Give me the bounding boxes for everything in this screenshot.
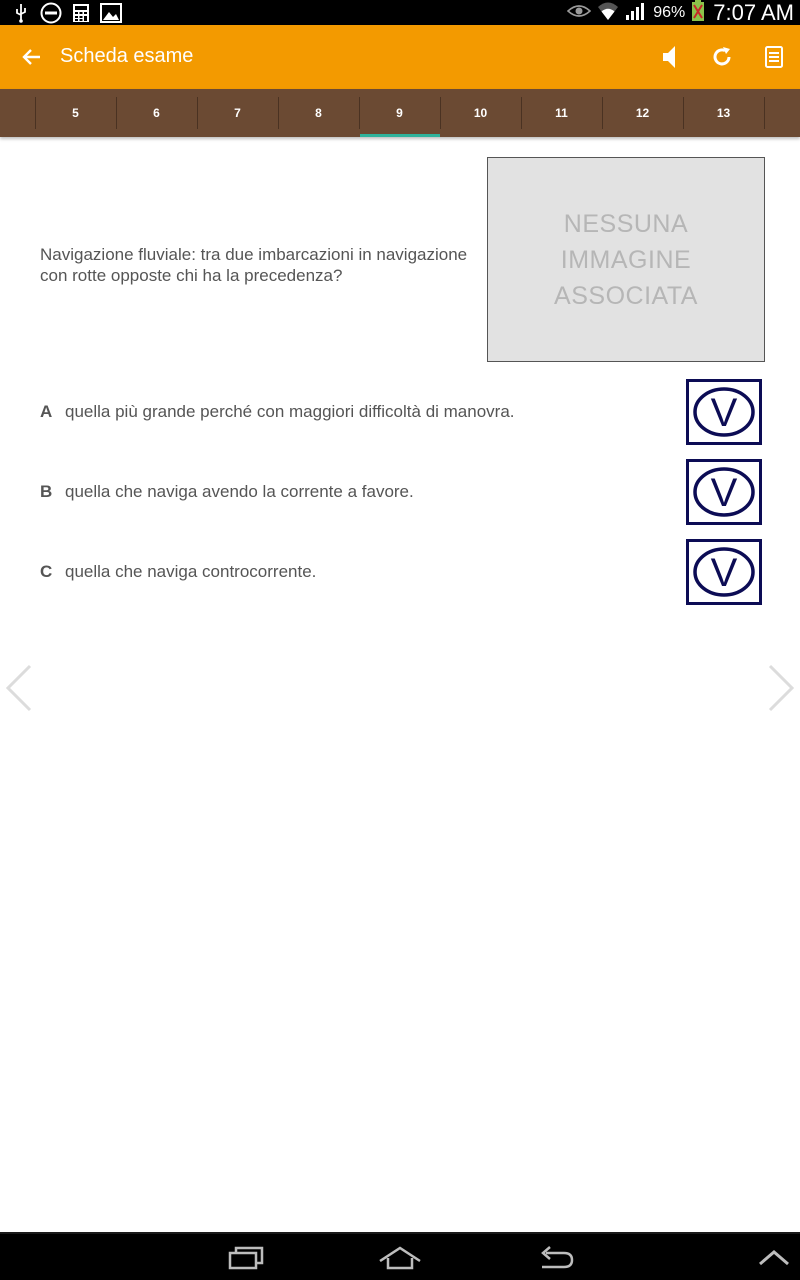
true-button[interactable] — [686, 539, 762, 605]
document-list-icon[interactable] — [758, 39, 790, 75]
home-icon[interactable] — [378, 1242, 422, 1274]
wifi-icon — [597, 1, 619, 25]
answer-letter: C — [40, 562, 53, 581]
tab-10[interactable]: 10 — [473, 106, 488, 120]
answer-row-b — [0, 458, 800, 528]
tab-11[interactable]: 11 — [555, 106, 568, 120]
true-button[interactable] — [686, 459, 762, 525]
placeholder-line: IMMAGINE — [560, 245, 692, 274]
calculator-icon — [70, 2, 92, 23]
selected-tab-indicator — [360, 134, 440, 137]
clock: 7:07 AM — [713, 0, 794, 25]
system-navigation-bar — [0, 1232, 800, 1280]
answer-row-c — [0, 538, 800, 608]
true-button-label: V — [710, 391, 738, 435]
refresh-icon[interactable] — [706, 39, 738, 75]
tab-9[interactable]: 9 — [396, 106, 403, 120]
do-not-disturb-icon — [40, 2, 62, 23]
question-text: Navigazione fluviale: tra due imbarcazioni in navigazione con rotte opposte chi ha la precedenza? — [40, 245, 468, 285]
question-tabs — [0, 89, 800, 137]
image-icon — [100, 2, 122, 23]
answer-letter: A — [40, 402, 53, 421]
true-button-label: V — [710, 551, 738, 595]
placeholder-line: ASSOCIATA — [554, 281, 698, 310]
tab-7[interactable]: 7 — [234, 106, 241, 120]
tab-13[interactable]: 13 — [716, 106, 731, 120]
battery-percent: 96% — [653, 3, 686, 21]
answer-text: quella che naviga controcorrente. — [65, 562, 317, 581]
signal-icon — [625, 1, 647, 25]
tab-12[interactable]: 12 — [635, 106, 650, 120]
answer-row-a — [0, 378, 800, 448]
eye-icon — [567, 3, 591, 23]
battery-icon — [691, 0, 705, 26]
answer-text: quella che naviga avendo la corrente a favore. — [65, 482, 414, 501]
tab-6[interactable]: 6 — [153, 106, 160, 120]
status-bar — [0, 0, 800, 25]
usb-icon — [10, 2, 32, 23]
true-button[interactable] — [686, 379, 762, 445]
tab-5[interactable]: 5 — [72, 106, 79, 120]
true-button-label: V — [710, 471, 738, 515]
back-arrow-icon[interactable] — [16, 41, 48, 73]
answer-letter: B — [40, 482, 53, 501]
back-icon[interactable] — [534, 1242, 578, 1274]
placeholder-line: NESSUNA — [563, 209, 689, 238]
previous-question-icon[interactable] — [4, 664, 34, 712]
tab-8[interactable]: 8 — [315, 106, 322, 120]
action-bar — [0, 25, 800, 89]
answer-text: quella più grande perché con maggiori difficoltà di manovra. — [65, 402, 515, 421]
no-image-placeholder — [487, 157, 765, 362]
recent-apps-icon[interactable] — [224, 1242, 268, 1274]
speaker-icon[interactable] — [654, 39, 686, 75]
page-title: Scheda esame — [60, 45, 194, 67]
next-question-icon[interactable] — [766, 664, 796, 712]
chevron-up-icon[interactable] — [752, 1242, 796, 1274]
